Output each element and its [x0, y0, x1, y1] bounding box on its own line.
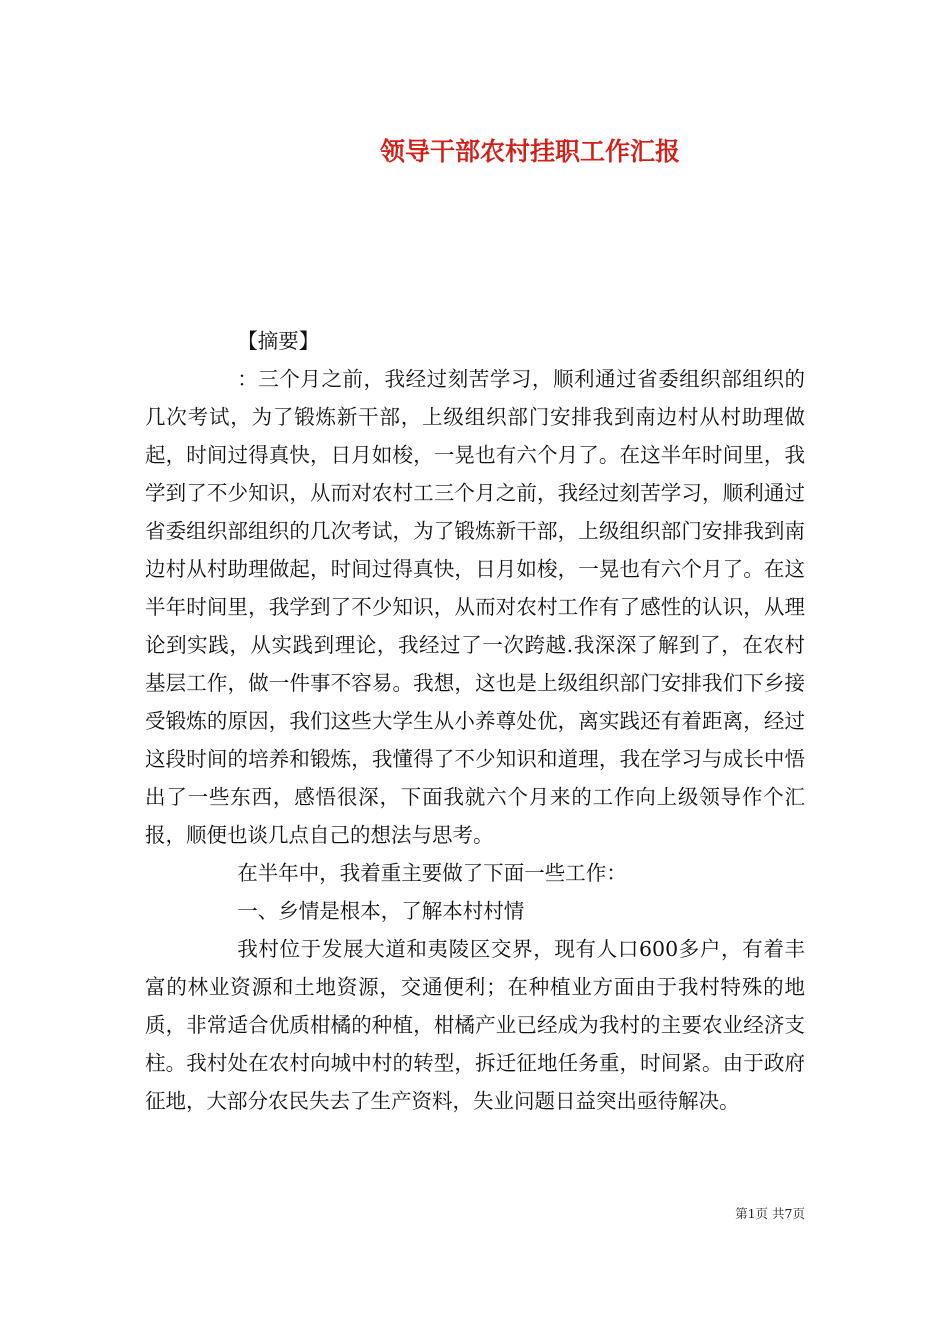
document-body [145, 322, 805, 1120]
document-title: 领导干部农村挂职工作汇报 [380, 137, 681, 166]
section-heading-1: 一、乡情是根本，了解本村村情 [237, 899, 525, 923]
work-intro-paragraph: 在半年中，我着重主要做了下面一些工作： [237, 861, 627, 885]
village-info-paragraph: 我村位于发展大道和夷陵区交界，现有人口600多户，有着丰富的林业资源和土地资源，交通便利；在种植业方面由于我村特殊的地质，非常适合优质柑橘的种植，柑橘产业已经成为我村的主要农业经济支柱。我村处在农村向城中村的转型，拆迁征地任务重，时间紧。由于政府征地，大部分农民失去了生产资料，失业问题日益突出亟待解决。 [145, 937, 805, 1113]
abstract-paragraph: ：三个月之前，我经过刻苦学习，顺利通过省委组织部组织的几次考试，为了锻炼新干部，上级组织部门安排我到南边村从村助理做起，时间过得真快，日月如梭，一晃也有六个月了。在这半年时间里，我学到了不少知识，从而对农村工三个月之前，我经过刻苦学习，顺利通过省委组织部组织的几次考试，为了锻炼新干部，上级组织部门安排我到南边村从村助理做起，时间过得真快，日月如梭，一晃也有六个月了。在这半年时间里，我学到了不少知识，从而对农村工作有了感性的认识，从理论到实践，从实践到理论，我经过了一次跨越.我深深了解到了，在农村基层工作，做一件事不容易。我想，这也是上级组织部门安排我们下乡接受锻炼的原因，我们这些大学生从小养尊处优，离实践还有着距离，经过这段时间的培养和锻炼，我懂得了不少知识和道理，我在学习与成长中悟出了一些东西，感悟很深，下面我就六个月来的工作向上级领导作个汇报，顺便也谈几点自己的想法与思考。 [145, 367, 805, 847]
abstract-label: 【摘要】 [237, 329, 320, 353]
page-footer: 第1页 共7页 [735, 1206, 805, 1221]
